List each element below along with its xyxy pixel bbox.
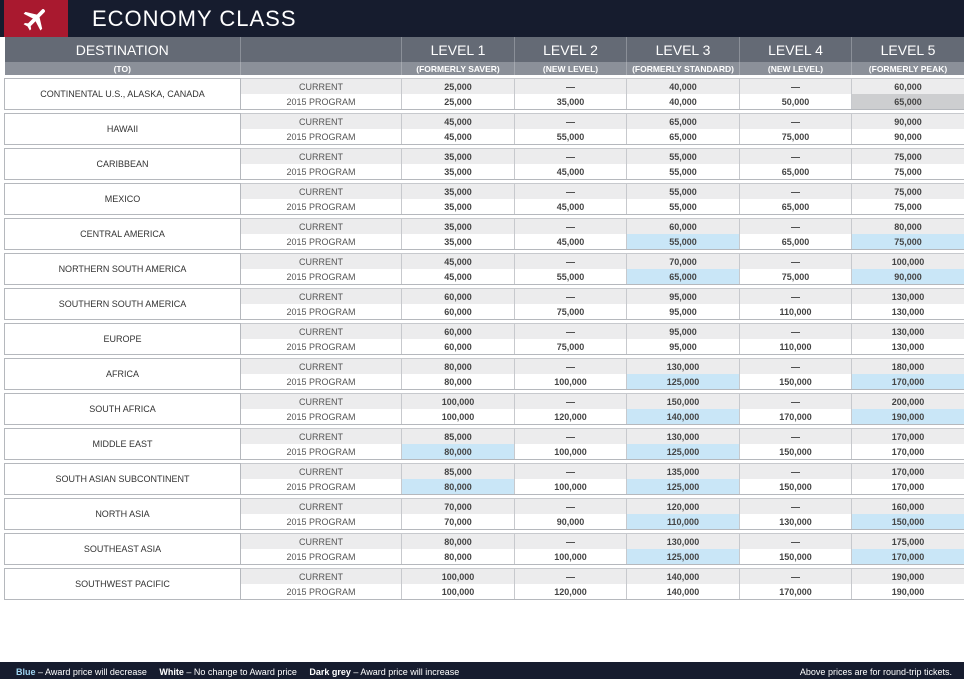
price-cell: 170,000 [852,374,964,390]
price-cell: — [515,324,627,340]
price-cell: 80,000 [402,549,515,565]
price-cell: — [740,464,852,480]
price-cell: 35,000 [402,149,515,165]
price-cell: 75,000 [852,199,964,215]
price-cell: 140,000 [627,409,740,425]
price-cell: 150,000 [740,444,852,460]
table-row [5,394,964,410]
column-header: LEVEL 5 [852,37,964,62]
column-header-row [5,37,964,62]
legend-text-grey: – Award price will increase [351,667,459,677]
price-cell: 80,000 [402,534,515,550]
table-row [5,289,964,305]
price-cell: 75,000 [740,269,852,285]
destination-cell: AFRICA [5,359,241,390]
price-cell: 190,000 [852,584,964,600]
price-cell: 55,000 [515,129,627,145]
price-cell: 190,000 [852,409,964,425]
price-cell: 35,000 [402,164,515,180]
table-row [5,149,964,165]
destination-cell: SOUTH AFRICA [5,394,241,425]
price-cell: 170,000 [852,549,964,565]
price-cell: 120,000 [515,409,627,425]
price-cell: 55,000 [627,234,740,250]
legend-key-grey: Dark grey [309,667,351,677]
price-cell: 125,000 [627,549,740,565]
row-label-program: 2015 PROGRAM [241,269,402,285]
price-cell: 75,000 [515,339,627,355]
price-cell: 110,000 [740,339,852,355]
legend-footer [0,662,964,679]
price-cell: 60,000 [852,79,964,95]
price-cell: 85,000 [402,429,515,445]
price-cell: 60,000 [402,339,515,355]
price-cell: 130,000 [852,289,964,305]
column-subheader-row [5,62,964,75]
price-cell: 85,000 [402,464,515,480]
price-cell: 130,000 [740,514,852,530]
row-label-current: CURRENT [241,114,402,130]
price-cell: — [515,394,627,410]
price-cell: 130,000 [852,304,964,320]
price-cell: 25,000 [402,79,515,95]
row-label-current: CURRENT [241,219,402,235]
table-row [5,184,964,200]
row-label-program: 2015 PROGRAM [241,479,402,495]
price-cell: 100,000 [515,549,627,565]
price-cell: — [740,254,852,270]
price-cell: 80,000 [402,444,515,460]
price-cell: 70,000 [402,514,515,530]
price-cell: — [740,569,852,585]
row-label-program: 2015 PROGRAM [241,444,402,460]
price-cell: 75,000 [852,184,964,200]
price-cell: 55,000 [627,149,740,165]
column-subheader: (TO) [5,62,241,75]
price-cell: 80,000 [402,374,515,390]
price-cell: 75,000 [852,149,964,165]
column-header: DESTINATION [5,37,241,62]
destination-cell: SOUTHWEST PACIFIC [5,569,241,600]
row-label-program: 2015 PROGRAM [241,339,402,355]
column-subheader: (FORMERLY PEAK) [852,62,964,75]
round-trip-note: Above prices are for round-trip tickets. [800,662,952,682]
price-cell: 45,000 [515,199,627,215]
price-cell: 90,000 [852,129,964,145]
table-row [5,534,964,550]
price-cell: 135,000 [627,464,740,480]
price-cell: 45,000 [402,254,515,270]
price-cell: 95,000 [627,339,740,355]
price-cell: — [740,359,852,375]
destination-cell: MEXICO [5,184,241,215]
price-cell: 100,000 [402,409,515,425]
price-cell: 75,000 [515,304,627,320]
row-label-current: CURRENT [241,359,402,375]
column-header: LEVEL 2 [515,37,627,62]
price-cell: — [515,219,627,235]
price-cell: 45,000 [402,269,515,285]
row-label-current: CURRENT [241,534,402,550]
price-cell: 110,000 [740,304,852,320]
price-cell: 45,000 [515,234,627,250]
row-label-current: CURRENT [241,149,402,165]
price-cell: 100,000 [402,584,515,600]
price-cell: 150,000 [740,549,852,565]
price-cell: — [740,429,852,445]
price-cell: 60,000 [402,324,515,340]
price-cell: 190,000 [852,569,964,585]
price-cell: 35,000 [402,184,515,200]
price-cell: 130,000 [852,324,964,340]
row-label-current: CURRENT [241,79,402,95]
column-subheader: (NEW LEVEL) [515,62,627,75]
row-label-current: CURRENT [241,254,402,270]
row-label-program: 2015 PROGRAM [241,94,402,110]
price-cell: 120,000 [627,499,740,515]
price-cell: — [740,184,852,200]
price-cell: — [740,289,852,305]
price-cell: 65,000 [627,129,740,145]
table-row [5,429,964,445]
price-cell: 150,000 [740,374,852,390]
price-cell: 50,000 [740,94,852,110]
price-cell: 90,000 [852,114,964,130]
price-cell: 95,000 [627,324,740,340]
destination-cell: EUROPE [5,324,241,355]
price-cell: 75,000 [852,164,964,180]
row-label-current: CURRENT [241,464,402,480]
price-cell: 35,000 [402,199,515,215]
price-cell: 65,000 [627,269,740,285]
price-cell: 45,000 [402,114,515,130]
price-cell: 150,000 [852,514,964,530]
airplane-icon [21,4,51,34]
column-header: LEVEL 4 [740,37,852,62]
price-cell: 100,000 [402,394,515,410]
price-cell: 70,000 [402,499,515,515]
price-cell: — [515,429,627,445]
row-label-program: 2015 PROGRAM [241,129,402,145]
price-cell: 65,000 [740,164,852,180]
row-label-current: CURRENT [241,569,402,585]
price-cell: — [740,114,852,130]
price-cell: 55,000 [515,269,627,285]
destination-cell: MIDDLE EAST [5,429,241,460]
price-cell: — [740,534,852,550]
price-cell: — [515,464,627,480]
price-cell: 150,000 [627,394,740,410]
destination-cell: NORTH ASIA [5,499,241,530]
price-cell: 140,000 [627,584,740,600]
price-cell: 130,000 [852,339,964,355]
price-cell: 200,000 [852,394,964,410]
price-cell: 100,000 [515,479,627,495]
price-cell: — [740,219,852,235]
price-cell: 65,000 [740,234,852,250]
table-row [5,219,964,235]
row-label-current: CURRENT [241,184,402,200]
price-cell: 45,000 [515,164,627,180]
destination-cell: SOUTH ASIAN SUBCONTINENT [5,464,241,495]
price-cell: 120,000 [515,584,627,600]
row-label-current: CURRENT [241,429,402,445]
destination-cell: SOUTHEAST ASIA [5,534,241,565]
price-cell: 95,000 [627,289,740,305]
price-cell: 35,000 [402,219,515,235]
price-cell: — [515,79,627,95]
price-cell: 125,000 [627,444,740,460]
price-cell: 175,000 [852,534,964,550]
price-cell: 100,000 [515,374,627,390]
price-cell: — [740,79,852,95]
column-subheader: (FORMERLY SAVER) [402,62,515,75]
price-cell: 170,000 [740,584,852,600]
price-cell: — [740,324,852,340]
table-row [5,79,964,95]
price-cell: — [740,149,852,165]
price-cell: 100,000 [515,444,627,460]
destination-cell: CONTINENTAL U.S., ALASKA, CANADA [5,79,241,110]
price-cell: 170,000 [852,444,964,460]
price-cell: 130,000 [627,534,740,550]
row-label-current: CURRENT [241,324,402,340]
price-cell: — [515,114,627,130]
row-label-current: CURRENT [241,289,402,305]
price-cell: 130,000 [627,359,740,375]
price-cell: 55,000 [627,199,740,215]
price-cell: 125,000 [627,374,740,390]
price-cell: 80,000 [402,359,515,375]
column-header: LEVEL 1 [402,37,515,62]
price-cell: — [515,184,627,200]
row-label-program: 2015 PROGRAM [241,374,402,390]
legend-text-blue: – Award price will decrease [36,667,147,677]
price-cell: 55,000 [627,164,740,180]
price-cell: 125,000 [627,479,740,495]
row-label-current: CURRENT [241,394,402,410]
price-cell: 90,000 [515,514,627,530]
price-cell: — [515,289,627,305]
price-cell: 60,000 [627,219,740,235]
price-cell: 170,000 [852,479,964,495]
price-cell: — [515,254,627,270]
price-cell: 110,000 [627,514,740,530]
price-cell: 25,000 [402,94,515,110]
price-cell: 55,000 [627,184,740,200]
price-cell: 170,000 [852,464,964,480]
price-cell: 140,000 [627,569,740,585]
price-cell: 95,000 [627,304,740,320]
price-cell: 40,000 [627,79,740,95]
price-cell: 100,000 [402,569,515,585]
price-cell: 60,000 [402,304,515,320]
row-label-program: 2015 PROGRAM [241,199,402,215]
price-cell: 65,000 [852,94,964,110]
legend [16,662,459,682]
price-cell: 170,000 [740,409,852,425]
column-header: LEVEL 3 [627,37,740,62]
price-cell: 80,000 [852,219,964,235]
table-row [5,569,964,585]
price-cell: 75,000 [740,129,852,145]
price-cell: 75,000 [852,234,964,250]
price-cell: — [515,534,627,550]
award-chart-table [4,37,964,600]
column-header [241,37,402,62]
airline-logo [4,0,68,37]
price-cell: 35,000 [515,94,627,110]
price-cell: 65,000 [740,199,852,215]
destination-cell: HAWAII [5,114,241,145]
row-label-current: CURRENT [241,499,402,515]
price-cell: 130,000 [627,429,740,445]
row-label-program: 2015 PROGRAM [241,304,402,320]
row-label-program: 2015 PROGRAM [241,514,402,530]
price-cell: — [740,499,852,515]
table-row [5,499,964,515]
price-cell: 90,000 [852,269,964,285]
row-label-program: 2015 PROGRAM [241,549,402,565]
price-cell: 35,000 [402,234,515,250]
destination-cell: CARIBBEAN [5,149,241,180]
table-row [5,464,964,480]
price-cell: 45,000 [402,129,515,145]
price-cell: 100,000 [852,254,964,270]
table-row [5,359,964,375]
legend-key-white: White [159,667,184,677]
row-label-program: 2015 PROGRAM [241,409,402,425]
table-row [5,324,964,340]
row-label-program: 2015 PROGRAM [241,164,402,180]
price-cell: — [515,149,627,165]
price-cell: 60,000 [402,289,515,305]
price-cell: — [740,394,852,410]
page-title: ECONOMY CLASS [92,2,297,35]
table-row [5,254,964,270]
column-subheader: (NEW LEVEL) [740,62,852,75]
price-cell: — [515,359,627,375]
price-cell: — [515,569,627,585]
column-subheader: (FORMERLY STANDARD) [627,62,740,75]
price-cell: 80,000 [402,479,515,495]
legend-key-blue: Blue [16,667,36,677]
column-subheader [241,62,402,75]
price-cell: 170,000 [852,429,964,445]
table-row [5,114,964,130]
price-cell: 40,000 [627,94,740,110]
price-cell: 180,000 [852,359,964,375]
row-label-program: 2015 PROGRAM [241,584,402,600]
destination-cell: NORTHERN SOUTH AMERICA [5,254,241,285]
destination-cell: SOUTHERN SOUTH AMERICA [5,289,241,320]
price-cell: 65,000 [627,114,740,130]
row-label-program: 2015 PROGRAM [241,234,402,250]
price-cell: 70,000 [627,254,740,270]
price-cell: 160,000 [852,499,964,515]
legend-text-white: – No change to Award price [184,667,297,677]
price-cell: — [515,499,627,515]
price-cell: 150,000 [740,479,852,495]
header-bar [0,0,964,37]
destination-cell: CENTRAL AMERICA [5,219,241,250]
